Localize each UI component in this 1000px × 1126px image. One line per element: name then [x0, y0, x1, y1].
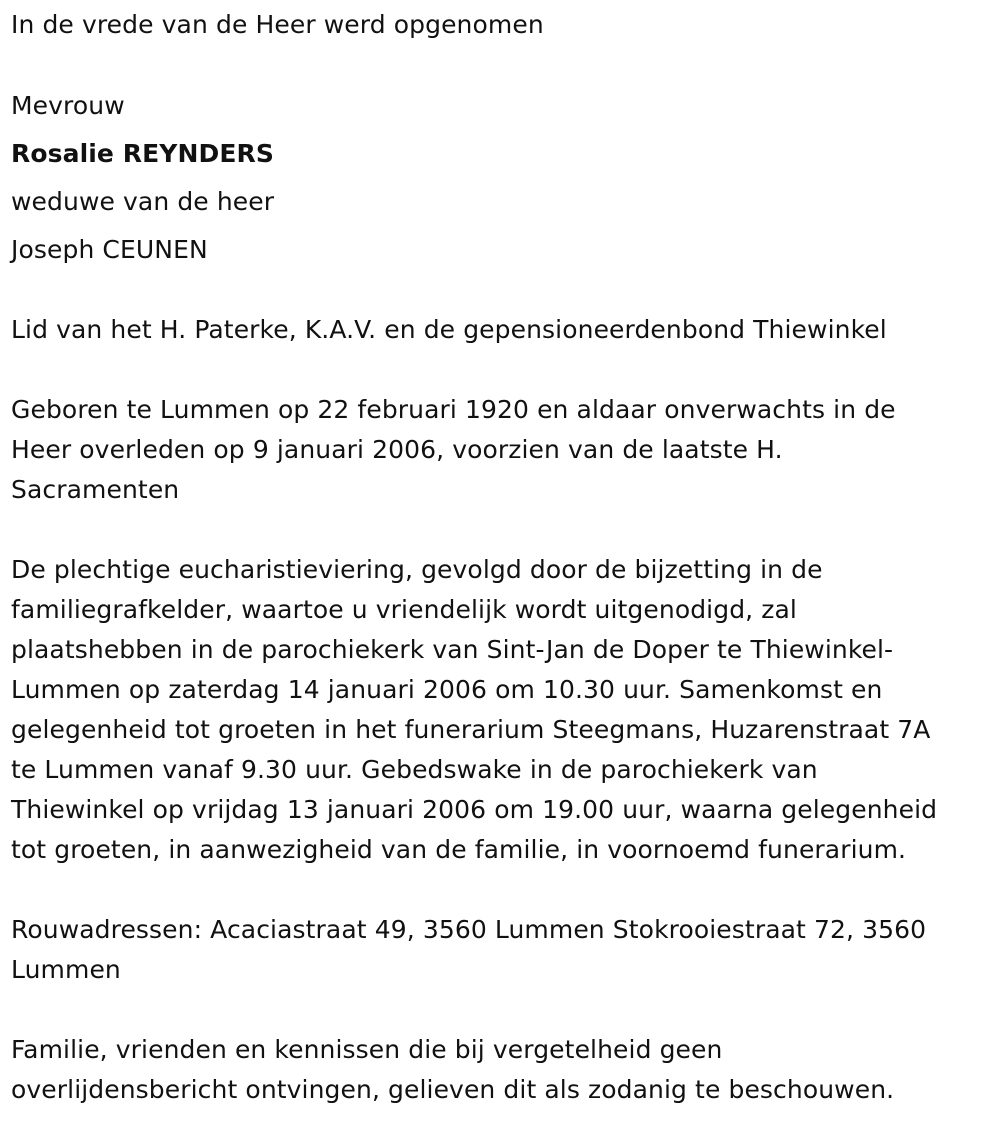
spouse-name: Joseph CEUNEN: [11, 235, 208, 264]
paragraph-line: gelegenheid tot groeten in het funerarium Steegmans, Huzarenstraat 7A: [11, 715, 931, 744]
paragraph-line: familiegrafkelder, waartoe u vriendelijk wordt uitgenodigd, zal: [11, 595, 797, 624]
paragraph-line: Geboren te Lummen op 22 februari 1920 en aldaar onverwachts in de: [11, 395, 896, 424]
paragraph-line: plaatshebben in de parochiekerk van Sint-Jan de Doper te Thiewinkel-: [11, 635, 894, 664]
paragraph-line: Sacramenten: [11, 475, 180, 504]
closing-paragraph: [11, 1030, 996, 1110]
paragraph-line: Heer overleden op 9 januari 2006, voorzien van de laatste H.: [11, 435, 783, 464]
paragraph-line: Familie, vrienden en kennissen die bij vergetelheid geen: [11, 1035, 723, 1064]
deceased-name: Rosalie REYNDERS: [11, 139, 275, 168]
paragraph-line: tot groeten, in aanwezigheid van de familie, in voornoemd funerarium.: [11, 835, 907, 864]
ceremony-paragraph: [11, 550, 996, 870]
paragraph-line: Lummen: [11, 955, 121, 984]
paragraph-line: Thiewinkel op vrijdag 13 januari 2006 om 19.00 uur, waarna gelegenheid: [11, 795, 938, 824]
paragraph-line: overlijdensbericht ontvingen, gelieven dit als zodanig te beschouwen.: [11, 1075, 895, 1104]
paragraph-line: te Lummen vanaf 9.30 uur. Gebedswake in de parochiekerk van: [11, 755, 818, 784]
paragraph-line: Rouwadressen: Acaciastraat 49, 3560 Lummen Stokrooiestraat 72, 3560: [11, 915, 927, 944]
addresses-paragraph: [11, 910, 996, 990]
birth-death-paragraph: [11, 390, 996, 510]
paragraph-line: De plechtige eucharistieviering, gevolgd door de bijzetting in de: [11, 555, 823, 584]
salutation: Mevrouw: [11, 91, 125, 120]
intro-text: In de vrede van de Heer werd opgenomen: [11, 10, 544, 39]
membership-text: Lid van het H. Paterke, K.A.V. en de gepensioneerdenbond Thiewinkel: [11, 315, 887, 344]
relation-text: weduwe van de heer: [11, 187, 275, 216]
paragraph-line: Lummen op zaterdag 14 januari 2006 om 10.30 uur. Samenkomst en: [11, 675, 883, 704]
